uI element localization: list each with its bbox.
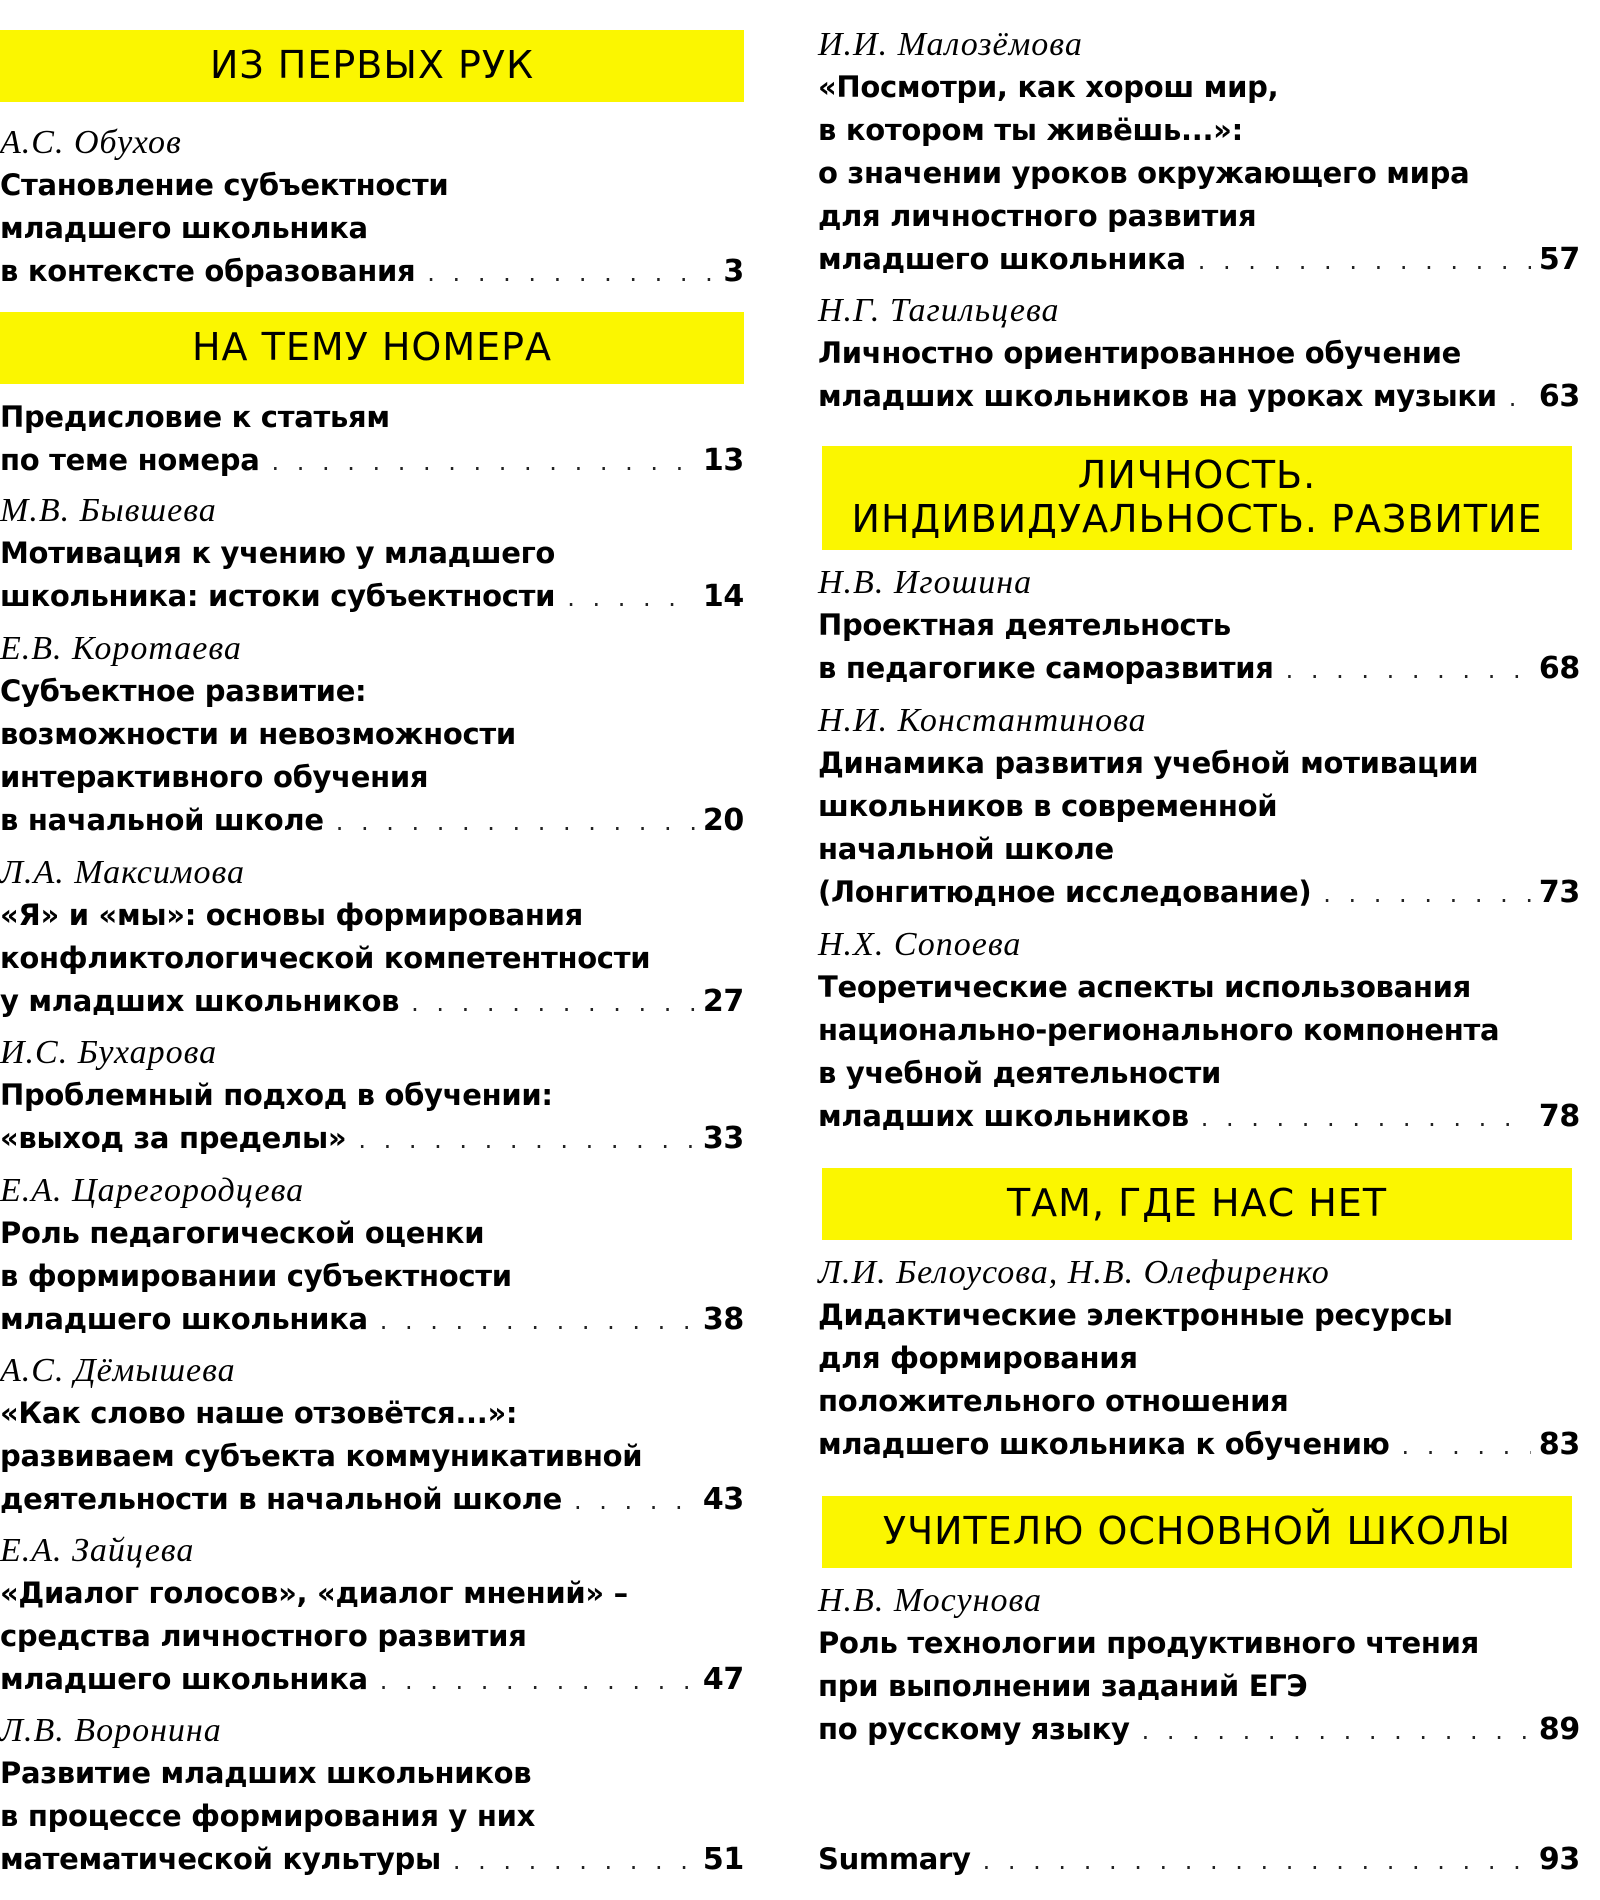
entry-title-line: в учебной деятельности (818, 1056, 1221, 1090)
toc-entry-zaytseva[interactable] (0, 1530, 744, 1701)
entry-title-line: при выполнении заданий ЕГЭ (818, 1669, 1308, 1703)
leader-dots (271, 441, 694, 484)
page-number: 68 (1538, 651, 1580, 686)
entry-title-last-line (818, 1095, 1580, 1138)
entry-author: Н.В. Мосунова (818, 1582, 1043, 1619)
page-number: 63 (1538, 379, 1580, 414)
page-number: 14 (702, 579, 744, 614)
page-number: 73 (1538, 875, 1580, 910)
entry-title-line: Теоретические аспекты использования (818, 970, 1471, 1004)
entry-author: А.С. Обухов (0, 124, 182, 161)
entry-author: Н.Г. Тагильцева (818, 292, 1060, 329)
leader-dots (1402, 1425, 1531, 1468)
leader-dots (427, 252, 715, 295)
entry-title-line: о значении уроков окружающего мира (818, 156, 1470, 190)
page-number: 38 (702, 1302, 744, 1337)
entry-title-line: у младших школьников (0, 984, 400, 1018)
toc-entry-voronina[interactable] (0, 1710, 744, 1881)
page-number: 27 (702, 984, 744, 1019)
entry-title-line: (Лонгитюдное исследование) (818, 875, 1312, 909)
entry-title-line: в педагогике саморазвития (818, 651, 1274, 685)
toc-entry-summary[interactable] (818, 1838, 1580, 1881)
entry-title-line: младшего школьника (0, 1302, 368, 1336)
entry-title-line: возможности и невозможности (0, 717, 516, 751)
entry-title-line: Дидактические электронные ресурсы (818, 1298, 1453, 1332)
entry-title-last-line (0, 1298, 744, 1341)
entry-author: Е.А. Царегородцева (0, 1172, 305, 1209)
entry-title-last-line (0, 1117, 744, 1160)
leader-dots (1286, 649, 1531, 692)
leader-dots (1323, 873, 1531, 916)
entry-title-line: младшего школьника (0, 211, 368, 245)
entry-title-line: Роль педагогической оценки (0, 1216, 485, 1250)
entry-title-line: Развитие младших школьников (0, 1756, 532, 1790)
entry-title-line: школьника: истоки субъектности (0, 579, 556, 613)
entry-title-last-line (818, 375, 1580, 418)
entry-title-line: «Посмотри, как хорош мир, (818, 70, 1279, 104)
entry-title-line: конфликтологической компетентности (0, 941, 651, 975)
entry-title-line: Субъектное развитие: (0, 674, 367, 708)
entry-title-last-line (818, 1838, 1580, 1881)
entry-title-line: в котором ты живёшь...»: (818, 113, 1243, 147)
leader-dots (1198, 240, 1531, 283)
entry-title-line: развиваем субъекта коммуникативной (0, 1439, 643, 1473)
section-header-tam-gde-nas-net: ТАМ, ГДЕ НАС НЕТ (822, 1168, 1572, 1240)
entry-title-line: деятельности в начальной школе (0, 1482, 562, 1516)
toc-entry-malozemova[interactable] (818, 24, 1580, 281)
page-number: 33 (702, 1121, 744, 1156)
entry-author: Л.В. Воронина (0, 1712, 222, 1749)
entry-author: Е.А. Зайцева (0, 1532, 195, 1569)
leader-dots (380, 1300, 695, 1343)
leader-dots (1201, 1097, 1531, 1140)
entry-title-line: положительного отношения (818, 1384, 1289, 1418)
entry-title-line: «выход за пределы» (0, 1121, 347, 1155)
leader-dots (1142, 1710, 1531, 1753)
entry-title-last-line (818, 1708, 1580, 1751)
page-number: 93 (1538, 1842, 1580, 1877)
entry-title-line: Проблемный подход в обучении: (0, 1078, 553, 1112)
entry-title-line: Проектная деятельность (818, 608, 1231, 642)
entry-title-line: младших школьников (818, 1099, 1189, 1133)
entry-title-line: по теме номера (0, 443, 260, 477)
page-number: 13 (702, 443, 744, 478)
entry-title-line: школьников в современной (818, 789, 1278, 823)
entry-title-line: средства личностного развития (0, 1619, 527, 1653)
entry-title-line: в процессе формирования у них (0, 1799, 535, 1833)
page-number: 3 (723, 254, 744, 289)
entry-title-line: начальной школе (818, 832, 1114, 866)
entry-title-line: Личностно ориентированное обучение (818, 336, 1462, 370)
leader-dots (567, 577, 695, 620)
entry-title-line: Роль технологии продуктивного чтения (818, 1626, 1479, 1660)
entry-title-last-line (0, 799, 744, 842)
toc-entry-byvsheva[interactable] (0, 490, 744, 618)
page-number: 20 (702, 803, 744, 838)
entry-title-last-line (818, 1423, 1580, 1466)
entry-author: Е.В. Коротаева (0, 630, 242, 667)
entry-title-last-line (0, 980, 744, 1023)
entry-title-line: Становление субъектности (0, 168, 449, 202)
entry-title-line: в формировании субъектности (0, 1259, 512, 1293)
entry-title-last-line (0, 250, 744, 293)
entry-title-line: Summary (818, 1842, 971, 1876)
page-number: 47 (702, 1662, 744, 1697)
entry-title-line: в контексте образования (0, 254, 416, 288)
toc-entry-buharova[interactable] (0, 1032, 744, 1160)
leader-dots (411, 982, 695, 1025)
toc-entry-belousova[interactable] (818, 1252, 1580, 1466)
toc-entry-predislovie[interactable] (0, 396, 744, 482)
entry-title-line: интерактивного обучения (0, 760, 429, 794)
entry-title-line: «Я» и «мы»: основы формирования (0, 898, 583, 932)
toc-entry-korotaeva[interactable] (0, 628, 744, 842)
entry-title-line: в начальной школе (0, 803, 324, 837)
page-number: 43 (702, 1482, 744, 1517)
entry-title-line: Мотивация к учению у младшего (0, 536, 556, 570)
entry-title-last-line (818, 871, 1580, 914)
leader-dots (983, 1840, 1531, 1883)
page-number: 57 (1538, 242, 1580, 277)
entry-author: Н.Х. Сопоева (818, 926, 1022, 963)
toc-entry-igoshina[interactable] (818, 562, 1580, 690)
entry-title-line: Динамика развития учебной мотивации (818, 746, 1479, 780)
leader-dots (1509, 377, 1531, 420)
entry-title-last-line (818, 647, 1580, 690)
toc-entry-demysheva[interactable] (0, 1350, 744, 1521)
entry-title-line: младших школьников на уроках музыки (818, 379, 1497, 413)
entry-title-line: «Диалог голосов», «диалог мнений» – (0, 1576, 628, 1610)
section-header-na-temu-nomera: НА ТЕМУ НОМЕРА (0, 312, 744, 384)
entry-title-line: «Как слово наше отзовётся...»: (0, 1396, 518, 1430)
entry-title-line: для личностного развития (818, 199, 1257, 233)
entry-title-last-line (0, 439, 744, 482)
entry-author: М.В. Бывшева (0, 492, 217, 529)
leader-dots (380, 1660, 695, 1703)
leader-dots (358, 1119, 695, 1162)
entry-title-line: младшего школьника к обучению (818, 1427, 1390, 1461)
entry-title-last-line (0, 575, 744, 618)
toc-entry-tagiltseva[interactable] (818, 290, 1580, 418)
section-header-iz-pervyh-ruk: ИЗ ПЕРВЫХ РУК (0, 30, 744, 102)
toc-entry-konstantinova[interactable] (818, 700, 1580, 914)
toc-entry-obuhov[interactable] (0, 122, 744, 293)
entry-title-line: для формирования (818, 1341, 1138, 1375)
entry-author: И.С. Бухарова (0, 1034, 218, 1071)
toc-entry-tsaregorodtseva[interactable] (0, 1170, 744, 1341)
toc-entry-maksimova[interactable] (0, 852, 744, 1023)
entry-title-line: национально-регионального компонента (818, 1013, 1500, 1047)
entry-title-line: младшего школьника (0, 1662, 368, 1696)
page-number: 89 (1538, 1712, 1580, 1747)
page-number: 78 (1538, 1099, 1580, 1134)
leader-dots (336, 801, 695, 844)
page-number: 51 (702, 1842, 744, 1877)
entry-author: А.С. Дёмышева (0, 1352, 236, 1389)
entry-title-last-line (818, 238, 1580, 281)
entry-title-line: Предисловие к статьям (0, 400, 390, 434)
entry-author: Н.И. Константинова (818, 702, 1147, 739)
toc-entry-mosunova[interactable] (818, 1580, 1580, 1751)
section-header-uchitelyu: УЧИТЕЛЮ ОСНОВНОЙ ШКОЛЫ (822, 1496, 1572, 1568)
leader-dots (453, 1840, 695, 1883)
entry-author: Н.В. Игошина (818, 564, 1033, 601)
entry-title-last-line (0, 1838, 744, 1881)
entry-title-last-line (0, 1658, 744, 1701)
entry-title-line: младшего школьника (818, 242, 1186, 276)
entry-title-line: математической культуры (0, 1842, 441, 1876)
entry-author: Л.И. Белоусова, Н.В. Олефиренко (818, 1254, 1330, 1291)
leader-dots (574, 1480, 695, 1523)
entry-title-last-line (0, 1478, 744, 1521)
page-number: 83 (1538, 1427, 1580, 1462)
entry-title-line: по русскому языку (818, 1712, 1130, 1746)
section-header-lichnost: ЛИЧНОСТЬ. ИНДИВИДУАЛЬНОСТЬ. РАЗВИТИЕ (822, 446, 1572, 550)
toc-entry-sopoeva[interactable] (818, 924, 1580, 1138)
entry-author: И.И. Малозёмова (818, 26, 1083, 63)
entry-author: Л.А. Максимова (0, 854, 246, 891)
